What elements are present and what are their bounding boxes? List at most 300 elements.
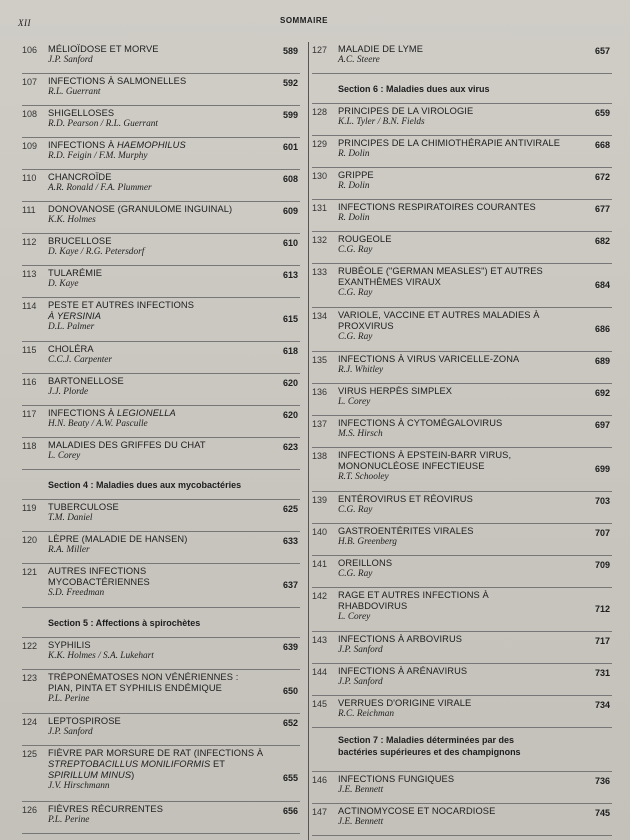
chapter-authors: J.P. Sanford — [338, 645, 383, 655]
toc-entry — [22, 234, 300, 266]
page-ref: 637 — [282, 580, 298, 590]
chapter-title-text: FIÈVRE PAR MORSURE DE RAT (INFECTIONS À — [48, 748, 264, 758]
chapter-title-text: INFECTIONS À EPSTEIN-BARR VIRUS, — [338, 450, 512, 460]
page-ref: 589 — [282, 46, 298, 56]
chapter-number: 123 — [22, 673, 38, 683]
entry-body — [48, 440, 266, 462]
chapter-authors: C.C.J. Carpenter — [48, 355, 113, 365]
chapter-title — [48, 140, 266, 151]
toc-entry — [312, 696, 612, 728]
chapter-title — [48, 204, 266, 215]
page-ref: 639 — [282, 642, 298, 652]
chapter-authors: P.L. Perine — [48, 815, 90, 825]
section-title: Section 7 : Maladies déterminées par des — [338, 735, 515, 745]
chapter-title-line2-organism: À YERSINIA — [48, 311, 102, 321]
entry-body — [338, 266, 578, 299]
chapter-title-text: INFECTIONS À CYTOMÉGALOVIRUS — [338, 418, 503, 428]
entry-body — [48, 502, 266, 524]
chapter-authors: H.N. Beaty / A.W. Pasculle — [48, 419, 148, 429]
chapter-title-line2-tail: ET — [210, 759, 226, 769]
toc-entry — [22, 438, 300, 470]
entry-body — [48, 204, 266, 226]
page-ref: 699 — [594, 464, 610, 474]
chapter-number: 143 — [312, 635, 328, 645]
page-ref: 736 — [594, 776, 610, 786]
toc-entry — [312, 448, 612, 492]
toc-entry — [22, 106, 300, 138]
chapter-title-text: INFECTIONS FUNGIQUES — [338, 774, 455, 784]
chapter-title — [338, 558, 578, 569]
chapter-title — [48, 172, 266, 183]
entry-body — [338, 44, 578, 66]
chapter-number: 108 — [22, 109, 38, 119]
chapter-number: 113 — [22, 269, 37, 279]
chapter-title-text: GASTROENTÉRITES VIRALES — [338, 526, 474, 536]
chapter-title-text: BRUCELLOSE — [48, 236, 112, 246]
chapter-title-line2 — [48, 683, 266, 694]
chapter-number: 115 — [22, 345, 37, 355]
chapter-number: 139 — [312, 495, 328, 505]
entry-body — [338, 450, 578, 483]
chapter-title — [338, 494, 578, 505]
page-ref: 613 — [282, 270, 298, 280]
chapter-authors: J.E. Bennett — [338, 817, 384, 827]
chapter-number: 130 — [312, 171, 328, 181]
chapter-title — [338, 526, 578, 537]
entry-body — [338, 234, 578, 256]
chapter-authors: C.G. Ray — [338, 332, 373, 342]
section-heading — [312, 74, 612, 104]
page-ref: 633 — [282, 536, 298, 546]
toc-entry — [22, 406, 300, 438]
chapter-number: 120 — [22, 535, 38, 545]
toc-entry — [312, 352, 612, 384]
chapter-number: 106 — [22, 45, 38, 55]
chapter-title-text: LÈPRE (MALADIE DE HANSEN) — [48, 534, 188, 544]
chapter-authors: R.A. Miller — [48, 545, 90, 555]
chapter-authors: L. Corey — [338, 612, 371, 622]
chapter-title — [338, 266, 578, 277]
page-ref: 672 — [594, 172, 610, 182]
page-ref: 731 — [594, 668, 610, 678]
chapter-authors: T.M. Daniel — [48, 513, 93, 523]
chapter-number: 137 — [312, 419, 328, 429]
chapter-number: 135 — [312, 355, 328, 365]
toc-entry — [312, 232, 612, 264]
chapter-title-text: PRINCIPES DE LA VIROLOGIE — [338, 106, 474, 116]
page-ref: 608 — [282, 174, 298, 184]
page-ref: 652 — [282, 718, 298, 728]
chapter-number: 107 — [22, 77, 38, 87]
entry-body — [48, 566, 266, 599]
entry-body — [48, 236, 266, 258]
entry-body — [338, 418, 578, 440]
chapter-title-text: RUBÉOLE ("GERMAN MEASLES") ET AUTRES — [338, 266, 543, 276]
toc-entry — [22, 298, 300, 342]
page-ref: 682 — [594, 236, 610, 246]
entry-body — [338, 774, 578, 796]
page-ref: 668 — [594, 140, 610, 150]
page-ref: 745 — [594, 808, 610, 818]
entry-body — [48, 268, 266, 290]
toc-entry — [22, 564, 300, 608]
chapter-title — [338, 590, 578, 601]
entry-body — [338, 354, 578, 376]
chapter-number: 114 — [22, 301, 37, 311]
chapter-authors: C.G. Ray — [338, 288, 373, 298]
toc-entry — [312, 588, 612, 632]
chapter-title-line2-text: PIAN, PINTA ET SYPHILIS ENDÉMIQUE — [48, 683, 222, 693]
chapter-number: 124 — [22, 717, 38, 727]
toc-entry — [312, 384, 612, 416]
page-ref: 684 — [594, 280, 610, 290]
chapter-title — [48, 408, 266, 419]
chapter-title-text: PRINCIPES DE LA CHIMIOTHÉRAPIE ANTIVIRALE — [338, 138, 561, 148]
entry-body — [48, 344, 266, 366]
toc-entry — [22, 42, 300, 74]
chapter-title — [48, 300, 266, 311]
toc-entry — [312, 168, 612, 200]
chapter-authors: D.L. Palmer — [48, 322, 95, 332]
chapter-title — [48, 640, 266, 651]
chapter-title-text: LEPTOSPIROSE — [48, 716, 121, 726]
chapter-title — [338, 666, 578, 677]
chapter-title-text: INFECTIONS À — [48, 408, 117, 418]
page-ref: 703 — [594, 496, 610, 506]
entry-body — [338, 666, 578, 688]
page-ref: 677 — [594, 204, 610, 214]
chapter-authors: L. Corey — [48, 451, 81, 461]
page-ref: 655 — [282, 773, 298, 783]
entry-body — [48, 672, 266, 705]
entry-body — [48, 376, 266, 398]
chapter-authors: R. Dolin — [338, 213, 370, 223]
chapter-authors: C.G. Ray — [338, 245, 373, 255]
page-ref: 620 — [282, 410, 298, 420]
chapter-title-line2-organism: STREPTOBACILLUS MONILIFORMIS — [48, 759, 211, 769]
chapter-number: 110 — [22, 173, 37, 183]
entry-body — [338, 558, 578, 580]
chapter-title — [338, 202, 578, 213]
chapter-title-text: TUBERCULOSE — [48, 502, 119, 512]
page-number: XII — [18, 18, 31, 28]
chapter-authors: J.V. Hirschmann — [48, 781, 110, 791]
entry-body — [338, 590, 578, 623]
chapter-authors: K.L. Tyler / B.N. Fields — [338, 117, 425, 127]
chapter-title-line2 — [48, 577, 266, 588]
chapter-authors: H.B. Greenberg — [338, 537, 397, 547]
chapter-title-text: FIÈVRES RÉCURRENTES — [48, 804, 164, 814]
page-header: SOMMAIRE — [280, 16, 328, 25]
chapter-title-organism: HAEMOPHILUS — [116, 140, 186, 150]
chapter-authors: R. Dolin — [338, 149, 370, 159]
page-ref: 615 — [282, 314, 298, 324]
entry-body — [48, 534, 266, 556]
page-ref: 650 — [282, 686, 298, 696]
chapter-title-text: MALADIE DE LYME — [338, 44, 424, 54]
chapter-authors: L. Corey — [338, 397, 371, 407]
section-title-line2: bactéries supérieures et des champignons — [338, 747, 521, 757]
chapter-title — [48, 748, 266, 759]
page-ref: 623 — [282, 442, 298, 452]
chapter-title-line3 — [48, 770, 266, 781]
chapter-title-text: RAGE ET AUTRES INFECTIONS À — [338, 590, 489, 600]
entry-body — [48, 748, 266, 792]
chapter-authors: K.K. Holmes — [48, 215, 96, 225]
chapter-title — [338, 234, 578, 245]
chapter-title — [338, 806, 578, 817]
chapter-title-line2-text: PROXVIRUS — [338, 321, 394, 331]
chapter-title-line3-organism: SPIRILLUM MINUS — [48, 770, 132, 780]
toc-entry — [22, 714, 300, 746]
chapter-title-line2-text: MYCOBACTÉRIENNES — [48, 577, 150, 587]
page-ref: 599 — [282, 110, 298, 120]
page-ref: 686 — [594, 324, 610, 334]
chapter-authors: A.R. Ronald / F.A. Plummer — [48, 183, 152, 193]
chapter-authors: M.S. Hirsch — [338, 429, 383, 439]
section-heading — [312, 728, 612, 772]
toc-entry — [22, 802, 300, 834]
chapter-title-text: INFECTIONS À — [48, 140, 117, 150]
chapter-number: 132 — [312, 235, 328, 245]
chapter-title-text: INFECTIONS RESPIRATOIRES COURANTES — [338, 202, 536, 212]
toc-entry — [312, 264, 612, 308]
entry-body — [338, 386, 578, 408]
page-ref: 712 — [594, 604, 610, 614]
chapter-authors: S.D. Freedman — [48, 588, 105, 598]
chapter-title-line2-text: MONONUCLÉOSE INFECTIEUSE — [338, 461, 485, 471]
chapter-title-text: TRÉPONÉMATOSES NON VÉNÉRIENNES : — [48, 672, 239, 682]
chapter-number: 129 — [312, 139, 328, 149]
toc-entry — [22, 74, 300, 106]
entry-body — [48, 640, 266, 662]
section-title: Section 5 : Affections à spirochètes — [48, 618, 201, 628]
toc-entry — [312, 200, 612, 232]
page-ref: 618 — [282, 346, 298, 356]
chapter-title — [48, 672, 266, 683]
chapter-title — [48, 804, 266, 815]
page-ref: 717 — [594, 636, 610, 646]
chapter-title — [338, 170, 578, 181]
chapter-title-text: VIRUS HERPÈS SIMPLEX — [338, 386, 453, 396]
chapter-number: 109 — [22, 141, 38, 151]
chapter-title — [338, 774, 578, 785]
page-ref: 707 — [594, 528, 610, 538]
entry-body — [338, 526, 578, 548]
chapter-title-line2 — [48, 311, 266, 322]
toc-entry — [22, 638, 300, 670]
page-ref: 620 — [282, 378, 298, 388]
chapter-number: 122 — [22, 641, 38, 651]
page-ref: 689 — [594, 356, 610, 366]
chapter-number: 125 — [22, 749, 38, 759]
chapter-title-text: ENTÉROVIRUS ET RÉOVIRUS — [338, 494, 473, 504]
toc-entry — [22, 170, 300, 202]
section-title: Section 4 : Maladies dues aux mycobactéries — [48, 480, 242, 490]
chapter-title-line2-text: EXANTHÈMES VIRAUX — [338, 277, 441, 287]
chapter-title — [48, 268, 266, 279]
page-ref: 601 — [282, 142, 298, 152]
chapter-title-organism: LEGIONELLA — [116, 408, 176, 418]
toc-entry — [312, 42, 612, 74]
chapter-number: 117 — [22, 409, 37, 419]
toc-entry — [312, 416, 612, 448]
chapter-authors: J.P. Sanford — [48, 727, 93, 737]
chapter-title-text: MALADIES DES GRIFFES DU CHAT — [48, 440, 206, 450]
page-ref: 659 — [594, 108, 610, 118]
right-column — [312, 42, 612, 836]
chapter-title — [48, 76, 266, 87]
chapter-number: 128 — [312, 107, 328, 117]
chapter-title-text: GRIPPE — [338, 170, 374, 180]
chapter-authors: R.T. Schooley — [338, 472, 389, 482]
chapter-authors: D. Kaye — [48, 279, 79, 289]
chapter-title-text: MÉLIOÏDOSE ET MORVE — [48, 44, 159, 54]
chapter-title — [338, 44, 578, 55]
toc-entry — [312, 664, 612, 696]
chapter-title — [48, 534, 266, 545]
page-ref: 610 — [282, 238, 298, 248]
toc-entry — [22, 202, 300, 234]
chapter-title-text: VERRUES D'ORIGINE VIRALE — [338, 698, 472, 708]
chapter-title-text: INFECTIONS À VIRUS VARICELLE-ZONA — [338, 354, 520, 364]
chapter-title-line2 — [48, 759, 266, 770]
toc-entry — [22, 500, 300, 532]
chapter-title — [338, 138, 578, 149]
chapter-title-text: ACTINOMYCOSE ET NOCARDIOSE — [338, 806, 496, 816]
entry-body — [338, 170, 578, 192]
toc-entry — [312, 104, 612, 136]
chapter-authors: R.J. Whitley — [338, 365, 384, 375]
chapter-authors: C.G. Ray — [338, 569, 373, 579]
chapter-title — [48, 376, 266, 387]
chapter-number: 121 — [22, 567, 38, 577]
chapter-number: 118 — [22, 441, 37, 451]
chapter-title — [338, 634, 578, 645]
chapter-title-text: PESTE ET AUTRES INFECTIONS — [48, 300, 195, 310]
chapter-title-text: OREILLONS — [338, 558, 393, 568]
toc-entry — [312, 524, 612, 556]
chapter-authors: K.K. Holmes / S.A. Lukehart — [48, 651, 154, 661]
chapter-number: 138 — [312, 451, 328, 461]
page-ref: 709 — [594, 560, 610, 570]
entry-body — [338, 634, 578, 656]
chapter-title-text: INFECTIONS À ARÉNAVIRUS — [338, 666, 468, 676]
page-ref: 657 — [594, 46, 610, 56]
chapter-authors: R. Dolin — [338, 181, 370, 191]
chapter-title-text: CHOLÉRA — [48, 344, 94, 354]
chapter-title-text: DONOVANOSE (GRANULOME INGUINAL) — [48, 204, 233, 214]
chapter-number: 134 — [312, 311, 328, 321]
chapter-title-line3-tail: ) — [131, 770, 135, 780]
entry-body — [48, 300, 266, 333]
chapter-authors: C.G. Ray — [338, 505, 373, 515]
chapter-title — [48, 566, 266, 577]
chapter-number: 146 — [312, 775, 328, 785]
toc-entry — [312, 308, 612, 352]
toc-entry — [312, 632, 612, 664]
entry-body — [48, 140, 266, 162]
section-heading — [22, 608, 300, 638]
entry-body — [338, 698, 578, 720]
toc-entry — [22, 374, 300, 406]
chapter-title-line2 — [338, 601, 578, 612]
chapter-title-line2 — [338, 321, 578, 332]
chapter-number: 131 — [312, 203, 328, 213]
chapter-title-text: TULARÉMIE — [48, 268, 103, 278]
chapter-authors: J.P. Sanford — [338, 677, 383, 687]
chapter-title — [48, 502, 266, 513]
chapter-title — [338, 450, 578, 461]
toc-entry — [312, 556, 612, 588]
entry-body — [338, 106, 578, 128]
chapter-number: 112 — [22, 237, 37, 247]
chapter-title-text: AUTRES INFECTIONS — [48, 566, 147, 576]
toc-entry — [22, 670, 300, 714]
chapter-number: 140 — [312, 527, 328, 537]
chapter-number: 142 — [312, 591, 328, 601]
chapter-authors: R.D. Pearson / R.L. Guerrant — [48, 119, 159, 129]
chapter-number: 116 — [22, 377, 37, 387]
chapter-title — [338, 106, 578, 117]
entry-body — [338, 310, 578, 343]
entry-body — [48, 408, 266, 430]
chapter-number: 144 — [312, 667, 328, 677]
chapter-title — [338, 698, 578, 709]
chapter-number: 119 — [22, 503, 37, 513]
chapter-title — [48, 108, 266, 119]
chapter-number: 126 — [22, 805, 38, 815]
page-ref: 656 — [282, 806, 298, 816]
chapter-title-text: SHIGELLOSES — [48, 108, 115, 118]
chapter-title — [48, 344, 266, 355]
chapter-title — [48, 236, 266, 247]
chapter-authors: D. Kaye / R.G. Petersdorf — [48, 247, 145, 257]
chapter-number: 127 — [312, 45, 328, 55]
chapter-authors: J.P. Sanford — [48, 55, 93, 65]
page-ref: 625 — [282, 504, 298, 514]
chapter-title-line2 — [338, 277, 578, 288]
chapter-title-text: INFECTIONS À SALMONELLES — [48, 76, 187, 86]
toc-entry — [22, 746, 300, 802]
toc-entry — [22, 266, 300, 298]
toc-entry — [312, 804, 612, 836]
left-column — [22, 42, 300, 834]
entry-body — [48, 804, 266, 826]
toc-entry — [312, 772, 612, 804]
toc-entry — [312, 136, 612, 168]
chapter-authors: R.C. Reichman — [338, 709, 395, 719]
chapter-title-text: INFECTIONS À ARBOVIRUS — [338, 634, 463, 644]
chapter-number: 111 — [22, 205, 36, 215]
page-ref: 734 — [594, 700, 610, 710]
chapter-title — [338, 354, 578, 365]
entry-body — [338, 494, 578, 516]
chapter-authors: J.J. Plorde — [48, 387, 89, 397]
entry-body — [338, 138, 578, 160]
entry-body — [48, 76, 266, 98]
chapter-number: 145 — [312, 699, 328, 709]
chapter-title-text: CHANCROÏDE — [48, 172, 112, 182]
entry-body — [48, 716, 266, 738]
chapter-title-line2-text: RHABDOVIRUS — [338, 601, 408, 611]
chapter-authors: J.E. Bennett — [338, 785, 384, 795]
entry-body — [338, 202, 578, 224]
column-divider — [308, 42, 309, 840]
chapter-title-text: SYPHILIS — [48, 640, 91, 650]
chapter-number: 136 — [312, 387, 328, 397]
entry-body — [48, 108, 266, 130]
